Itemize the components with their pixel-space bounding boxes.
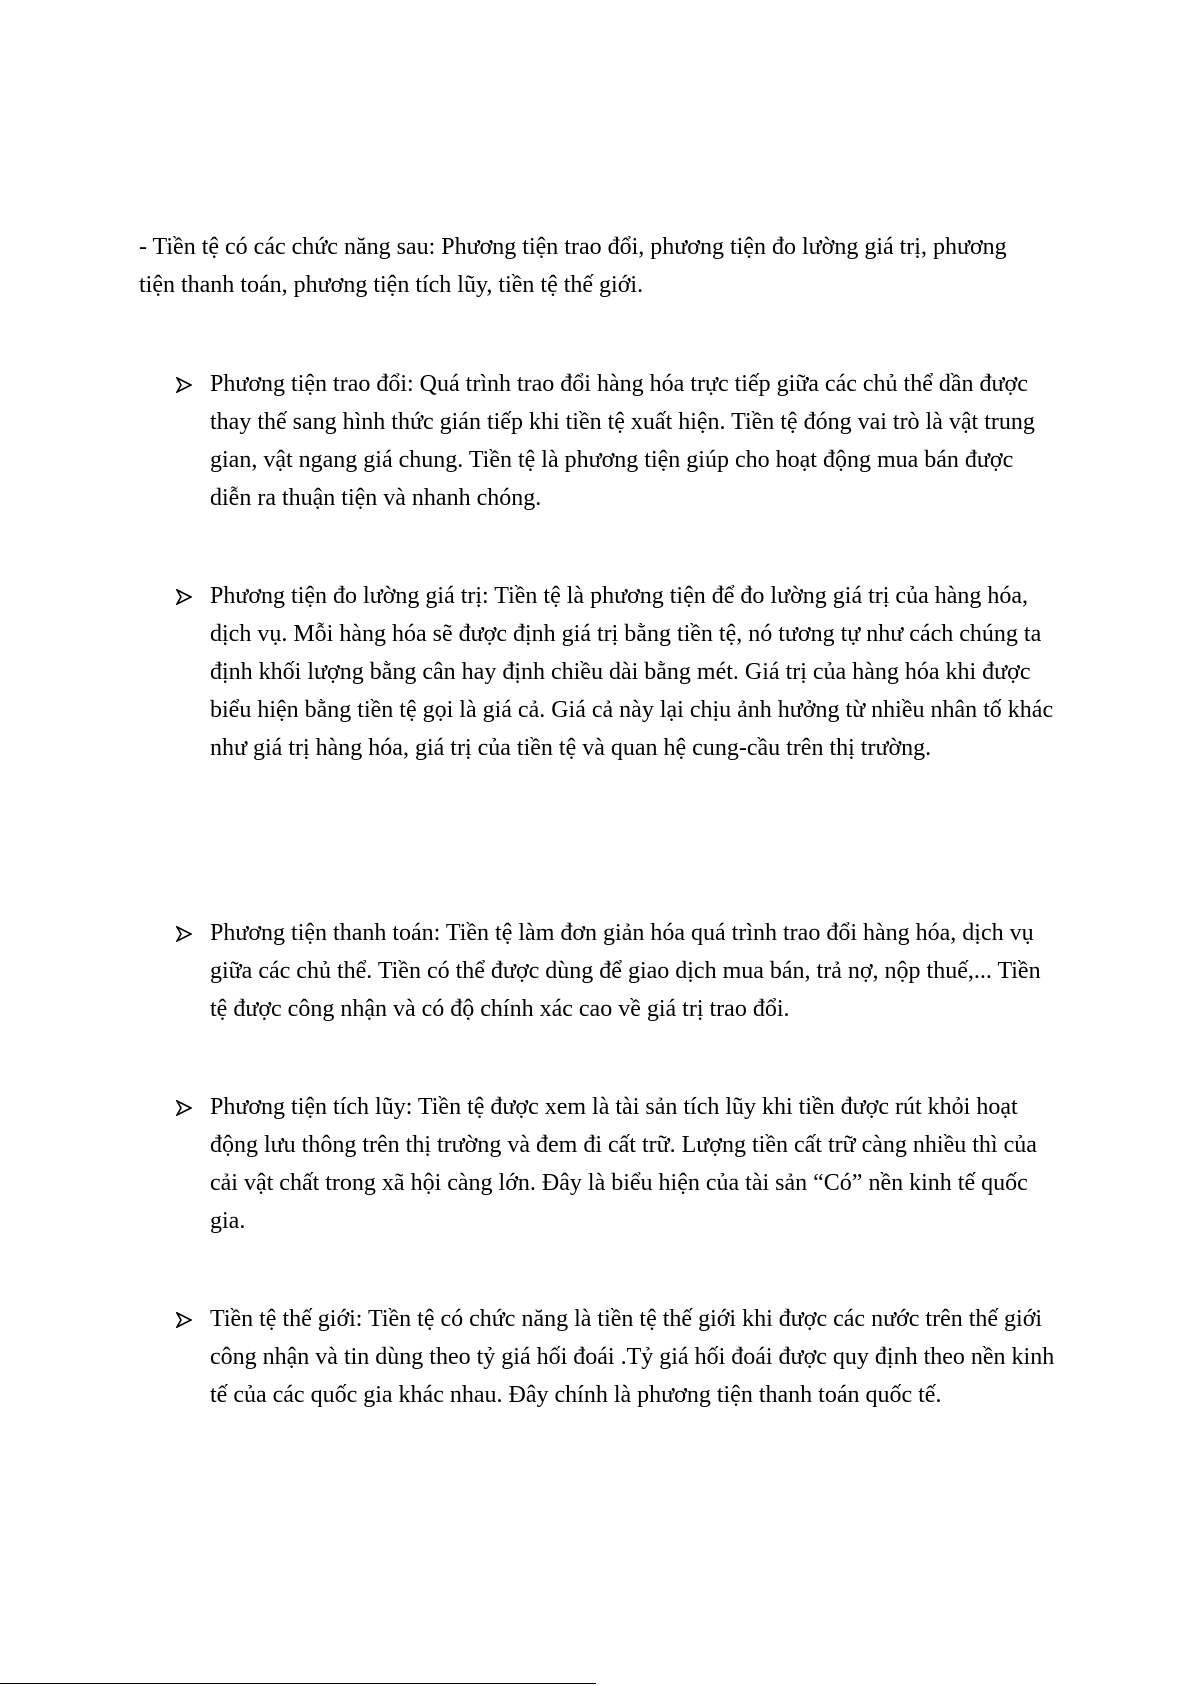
bullet-item [176, 365, 1056, 517]
bullet-text: Phương tiện tích lũy: Tiền tệ được xem là tài sản tích lũy khi tiền được rút khỏi hoạt động lưu thông trên thị trường và đem đi cất trữ. Lượng tiền cất trữ càng nhiều thì của cải vật chất trong xã hội càng lớn. Đây là biểu hiện của tài sản “Có” nền kinh tế quốc gia. [210, 1094, 1037, 1234]
bullet-text: Phương tiện thanh toán: Tiền tệ làm đơn giản hóa quá trình trao đổi hàng hóa, dịch vụ giữa các chủ thể. Tiền có thể được dùng để giao dịch mua bán, trả nợ, nộp thuế,... Tiền tệ được công nhận và có độ chính xác cao về giá trị trao đổi. [210, 920, 1041, 1022]
intro-paragraph: - Tiền tệ có các chức năng sau: Phương tiện trao đổi, phương tiện đo lường giá trị, phương tiện thanh toán, phương tiện tích lũy, tiền tệ thế giới. [139, 234, 1007, 298]
bullet-item [176, 1300, 1056, 1414]
arrowhead-bullet-icon [176, 1100, 192, 1116]
bullet-text: Tiền tệ thế giới: Tiền tệ có chức năng là tiền tệ thế giới khi được các nước trên thế giới công nhận và tin dùng theo tỷ giá hối đoái .Tỷ giá hối đoái được quy định theo nền kinh tế của các quốc gia khác nhau. Đây chính là phương tiện thanh toán quốc tế. [210, 1306, 1055, 1408]
arrowhead-bullet-icon [176, 1312, 192, 1328]
bullet-item [176, 577, 1056, 767]
arrowhead-bullet-icon [176, 377, 192, 393]
bullet-text: Phương tiện trao đổi: Quá trình trao đổi hàng hóa trực tiếp giữa các chủ thể dần được thay thế sang hình thức gián tiếp khi tiền tệ xuất hiện. Tiền tệ đóng vai trò là vật trung gian, vật ngang giá chung. Tiền tệ là phương tiện giúp cho hoạt động mua bán được diễn ra thuận tiện và nhanh chóng. [210, 371, 1035, 511]
arrowhead-bullet-icon [176, 589, 192, 605]
bullet-item [176, 1088, 1056, 1240]
bullet-text: Phương tiện đo lường giá trị: Tiền tệ là phương tiện để đo lường giá trị của hàng hóa, dịch vụ. Mỗi hàng hóa sẽ được định giá trị bằng tiền tệ, nó tương tự như cách chúng ta định khối lượng bằng cân hay định chiều dài bằng mét. Giá trị của hàng hóa khi được biểu hiện bằng tiền tệ gọi là giá cả. Giá cả này lại chịu ảnh hưởng từ nhiều nhân tố khác như giá trị hàng hóa, giá trị của tiền tệ và quan hệ cung-cầu trên thị trường. [210, 583, 1054, 761]
arrowhead-bullet-icon [176, 926, 192, 942]
bullet-item [176, 914, 1056, 1028]
footnote-separator [0, 1683, 596, 1684]
